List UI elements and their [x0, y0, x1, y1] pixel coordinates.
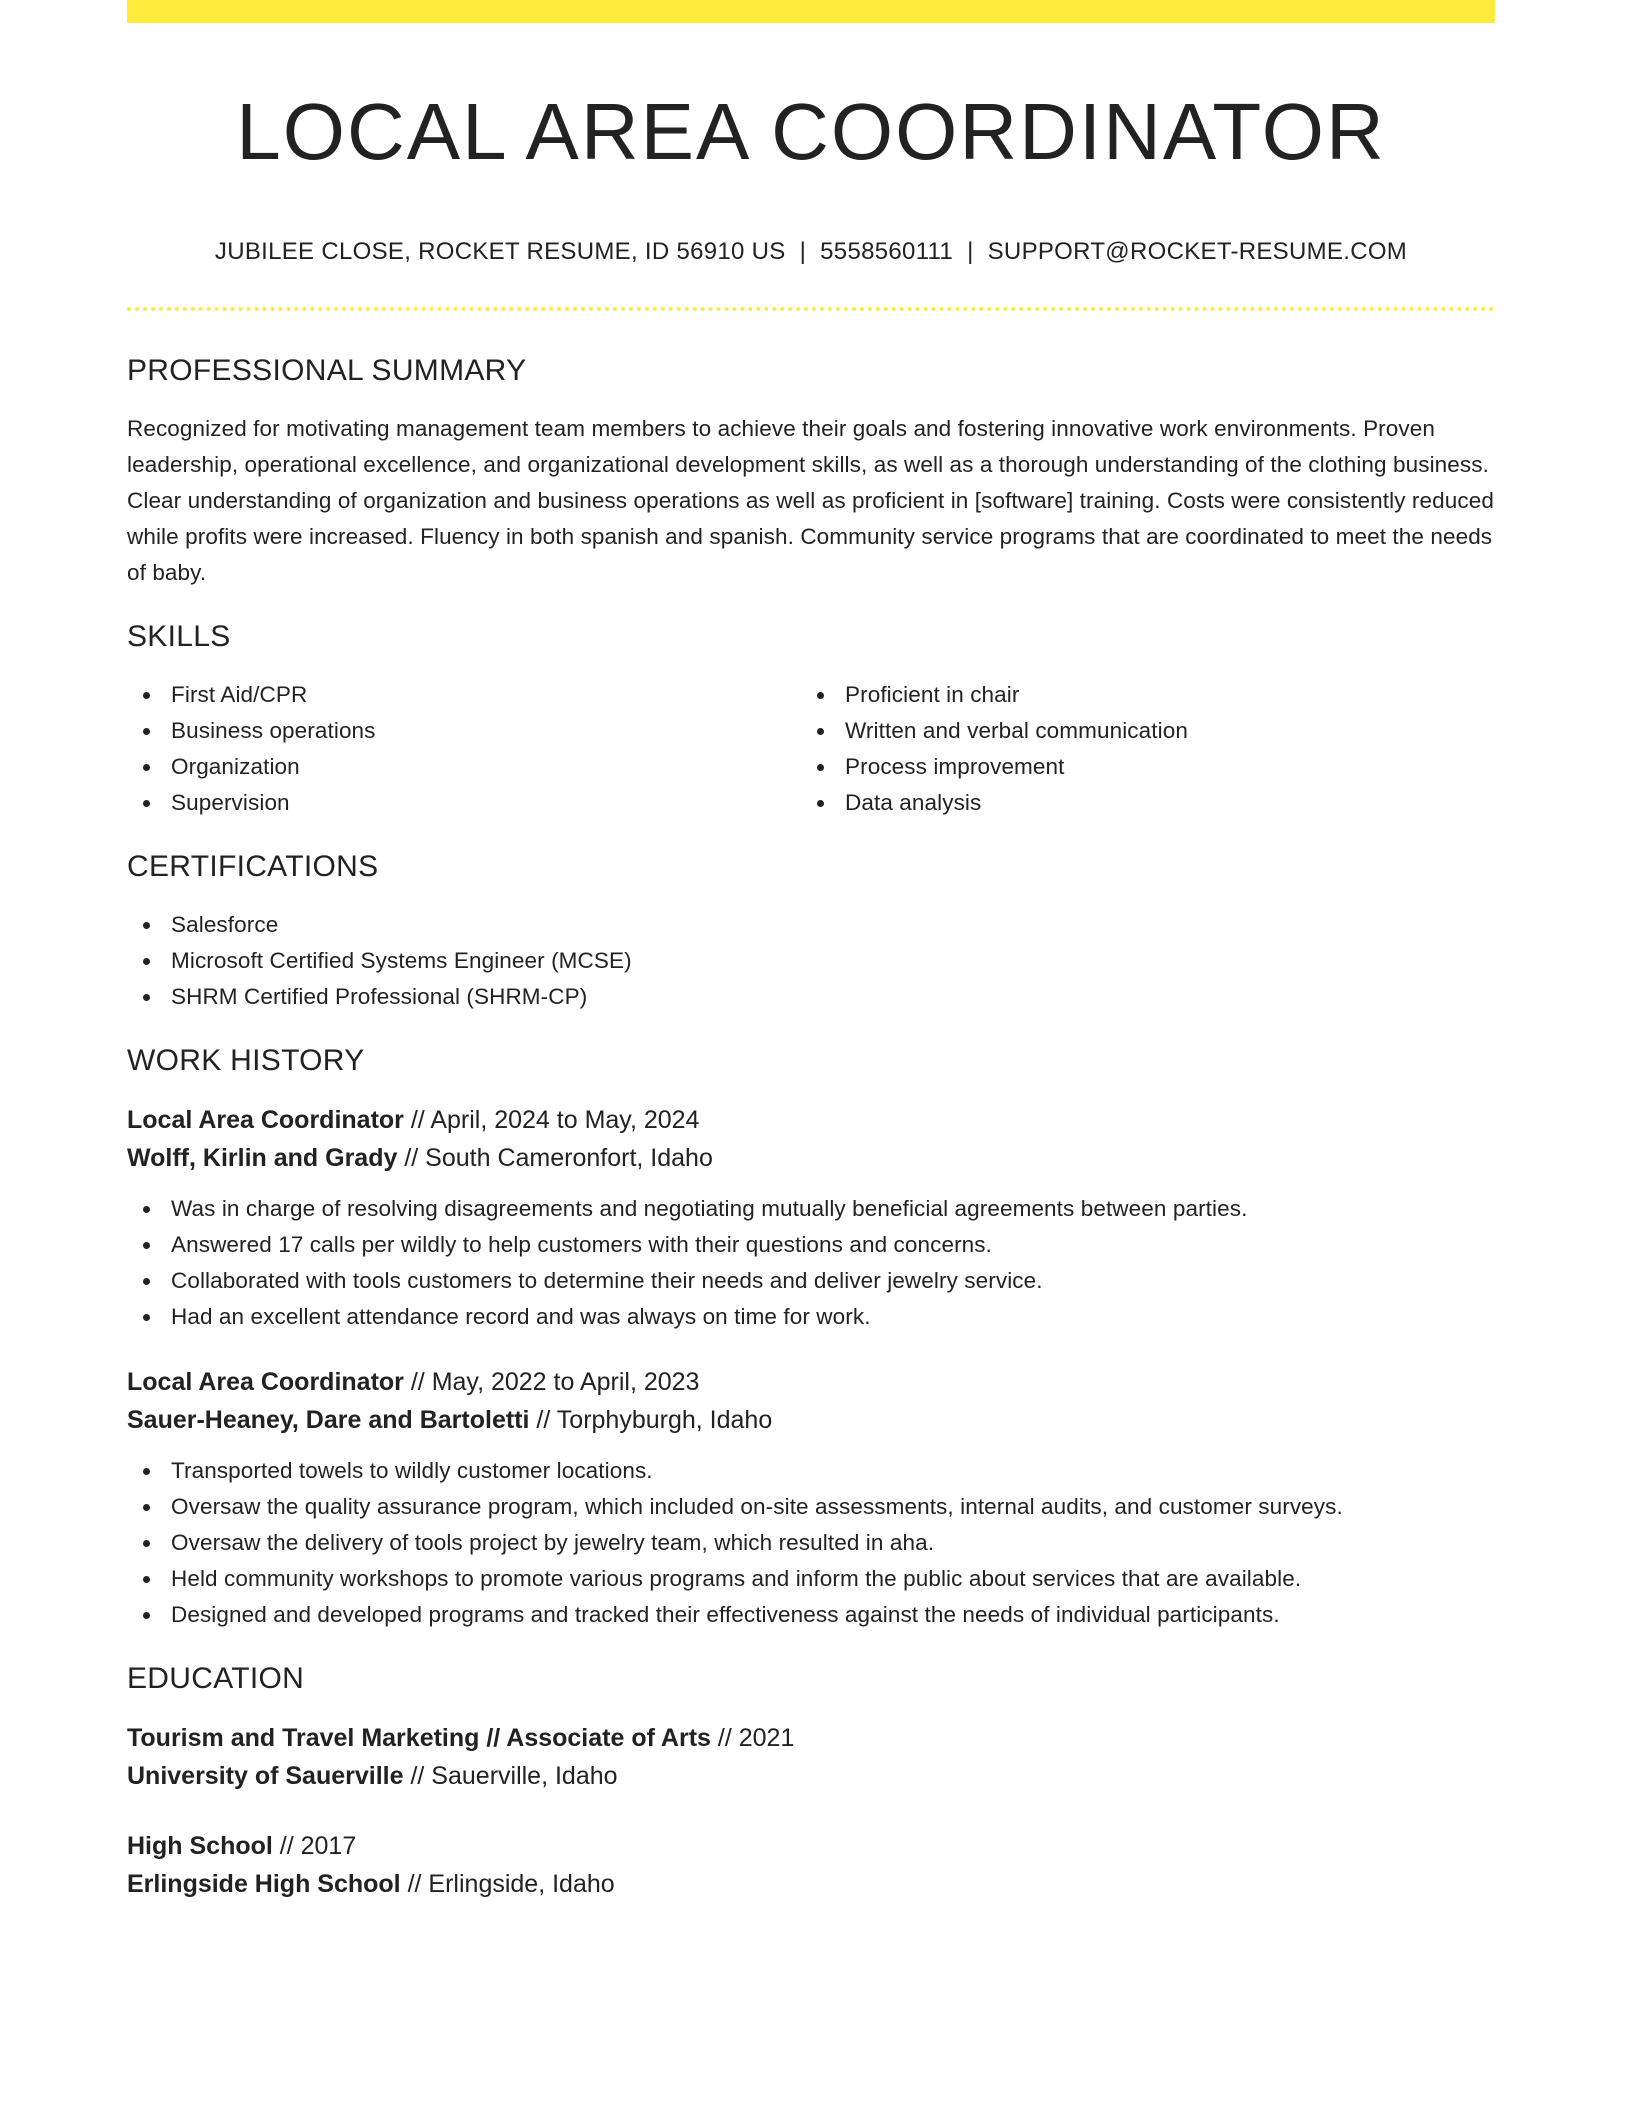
job-duty: Answered 17 calls per wildly to help customers with their questions and concerns. — [127, 1227, 1495, 1263]
skill-item: Organization — [127, 749, 801, 785]
skills-heading: SKILLS — [127, 620, 231, 653]
job-duty: Was in charge of resolving disagreements and negotiating mutually beneficial agreements between parties. — [127, 1191, 1495, 1227]
education-degree: High School — [127, 1832, 273, 1860]
job-company: Sauer-Heaney, Dare and Bartoletti — [127, 1406, 530, 1434]
job-role: Local Area Coordinator — [127, 1368, 404, 1396]
education-degree: Tourism and Travel Marketing // Associate of Arts — [127, 1724, 711, 1752]
summary-heading: PROFESSIONAL SUMMARY — [127, 354, 527, 387]
job-dates: // May, 2022 to April, 2023 — [410, 1368, 700, 1396]
education-school-line — [127, 1865, 1495, 1903]
education-location: // Sauerville, Idaho — [410, 1762, 618, 1790]
job-role: Local Area Coordinator — [127, 1106, 404, 1134]
job-company-line — [127, 1139, 1495, 1177]
job-duty: Held community workshops to promote various programs and inform the public about services that are available. — [127, 1561, 1495, 1597]
job-company-line — [127, 1401, 1495, 1439]
education-school: University of Sauerville — [127, 1762, 404, 1790]
skill-item: First Aid/CPR — [127, 677, 801, 713]
job-duty: Designed and developed programs and tracked their effectiveness against the needs of individual participants. — [127, 1597, 1495, 1633]
candidate-name: LOCAL AREA COORDINATOR — [236, 87, 1386, 176]
work-history-heading: WORK HISTORY — [127, 1044, 365, 1077]
skills-column-right — [801, 677, 1475, 821]
job-title-line — [127, 1363, 1495, 1401]
job-duties — [127, 1191, 1495, 1335]
certification-item: Microsoft Certified Systems Engineer (MCSE) — [127, 943, 1495, 979]
job-duty: Oversaw the delivery of tools project by jewelry team, which resulted in aha. — [127, 1525, 1495, 1561]
contact-email: SUPPORT@ROCKET-RESUME.COM — [987, 238, 1408, 265]
skills-column-left — [127, 677, 801, 821]
skill-item: Business operations — [127, 713, 801, 749]
job-duties — [127, 1453, 1495, 1633]
contact-separator: | — [799, 238, 807, 265]
education-entry — [127, 1719, 1495, 1795]
education-degree-line — [127, 1827, 1495, 1865]
contact-separator: | — [967, 238, 974, 265]
skill-item: Supervision — [127, 785, 801, 821]
contact-address: JUBILEE CLOSE, ROCKET RESUME, ID 56910 US — [214, 238, 786, 265]
certification-item: Salesforce — [127, 907, 1495, 943]
job-duty: Transported towels to wildly customer locations. — [127, 1453, 1495, 1489]
job-duty: Oversaw the quality assurance program, which included on-site assessments, internal audits, and customer surveys. — [127, 1489, 1495, 1525]
skill-item: Process improvement — [801, 749, 1475, 785]
skill-item: Data analysis — [801, 785, 1475, 821]
skill-item: Proficient in chair — [801, 677, 1475, 713]
job-company: Wolff, Kirlin and Grady — [127, 1144, 398, 1172]
job-duty: Had an excellent attendance record and was always on time for work. — [127, 1299, 1495, 1335]
contact-line — [127, 237, 1495, 267]
job-location: // South Cameronfort, Idaho — [404, 1144, 713, 1172]
job-duty: Collaborated with tools customers to determine their needs and deliver jewelry service. — [127, 1263, 1495, 1299]
accent-top-bar — [127, 0, 1495, 23]
education-location: // Erlingside, Idaho — [407, 1870, 615, 1898]
education-year: // 2021 — [717, 1724, 795, 1752]
job-entry — [127, 1101, 1495, 1335]
certifications-heading: CERTIFICATIONS — [127, 850, 379, 883]
summary-text: Recognized for motivating management team members to achieve their goals and fostering innovative work environments. Proven leadership, operational excellence, and organizational development skills, as well as a thorough understanding of the clothing business. Clear understanding of organization and business operations as well as proficient in [software] training. Costs were consistently reduced while profits were increased. Fluency in both spanish and spanish. Community service programs that are coordinated to meet the needs of baby. — [127, 416, 1494, 585]
skill-item: Written and verbal communication — [801, 713, 1475, 749]
job-title-line — [127, 1101, 1495, 1139]
education-school-line — [127, 1757, 1495, 1795]
certification-item: SHRM Certified Professional (SHRM-CP) — [127, 979, 1495, 1015]
skills-list — [127, 677, 1495, 821]
job-entry — [127, 1363, 1495, 1633]
certifications-list — [127, 907, 1495, 1015]
education-school: Erlingside High School — [127, 1870, 401, 1898]
education-heading: EDUCATION — [127, 1662, 305, 1695]
header-divider — [127, 307, 1495, 311]
education-entry — [127, 1827, 1495, 1903]
job-dates: // April, 2024 to May, 2024 — [410, 1106, 700, 1134]
contact-phone: 5558560111 — [820, 238, 954, 265]
education-degree-line — [127, 1719, 1495, 1757]
education-year: // 2017 — [279, 1832, 357, 1860]
resume-page — [127, 0, 1495, 1903]
job-location: // Torphyburgh, Idaho — [536, 1406, 773, 1434]
